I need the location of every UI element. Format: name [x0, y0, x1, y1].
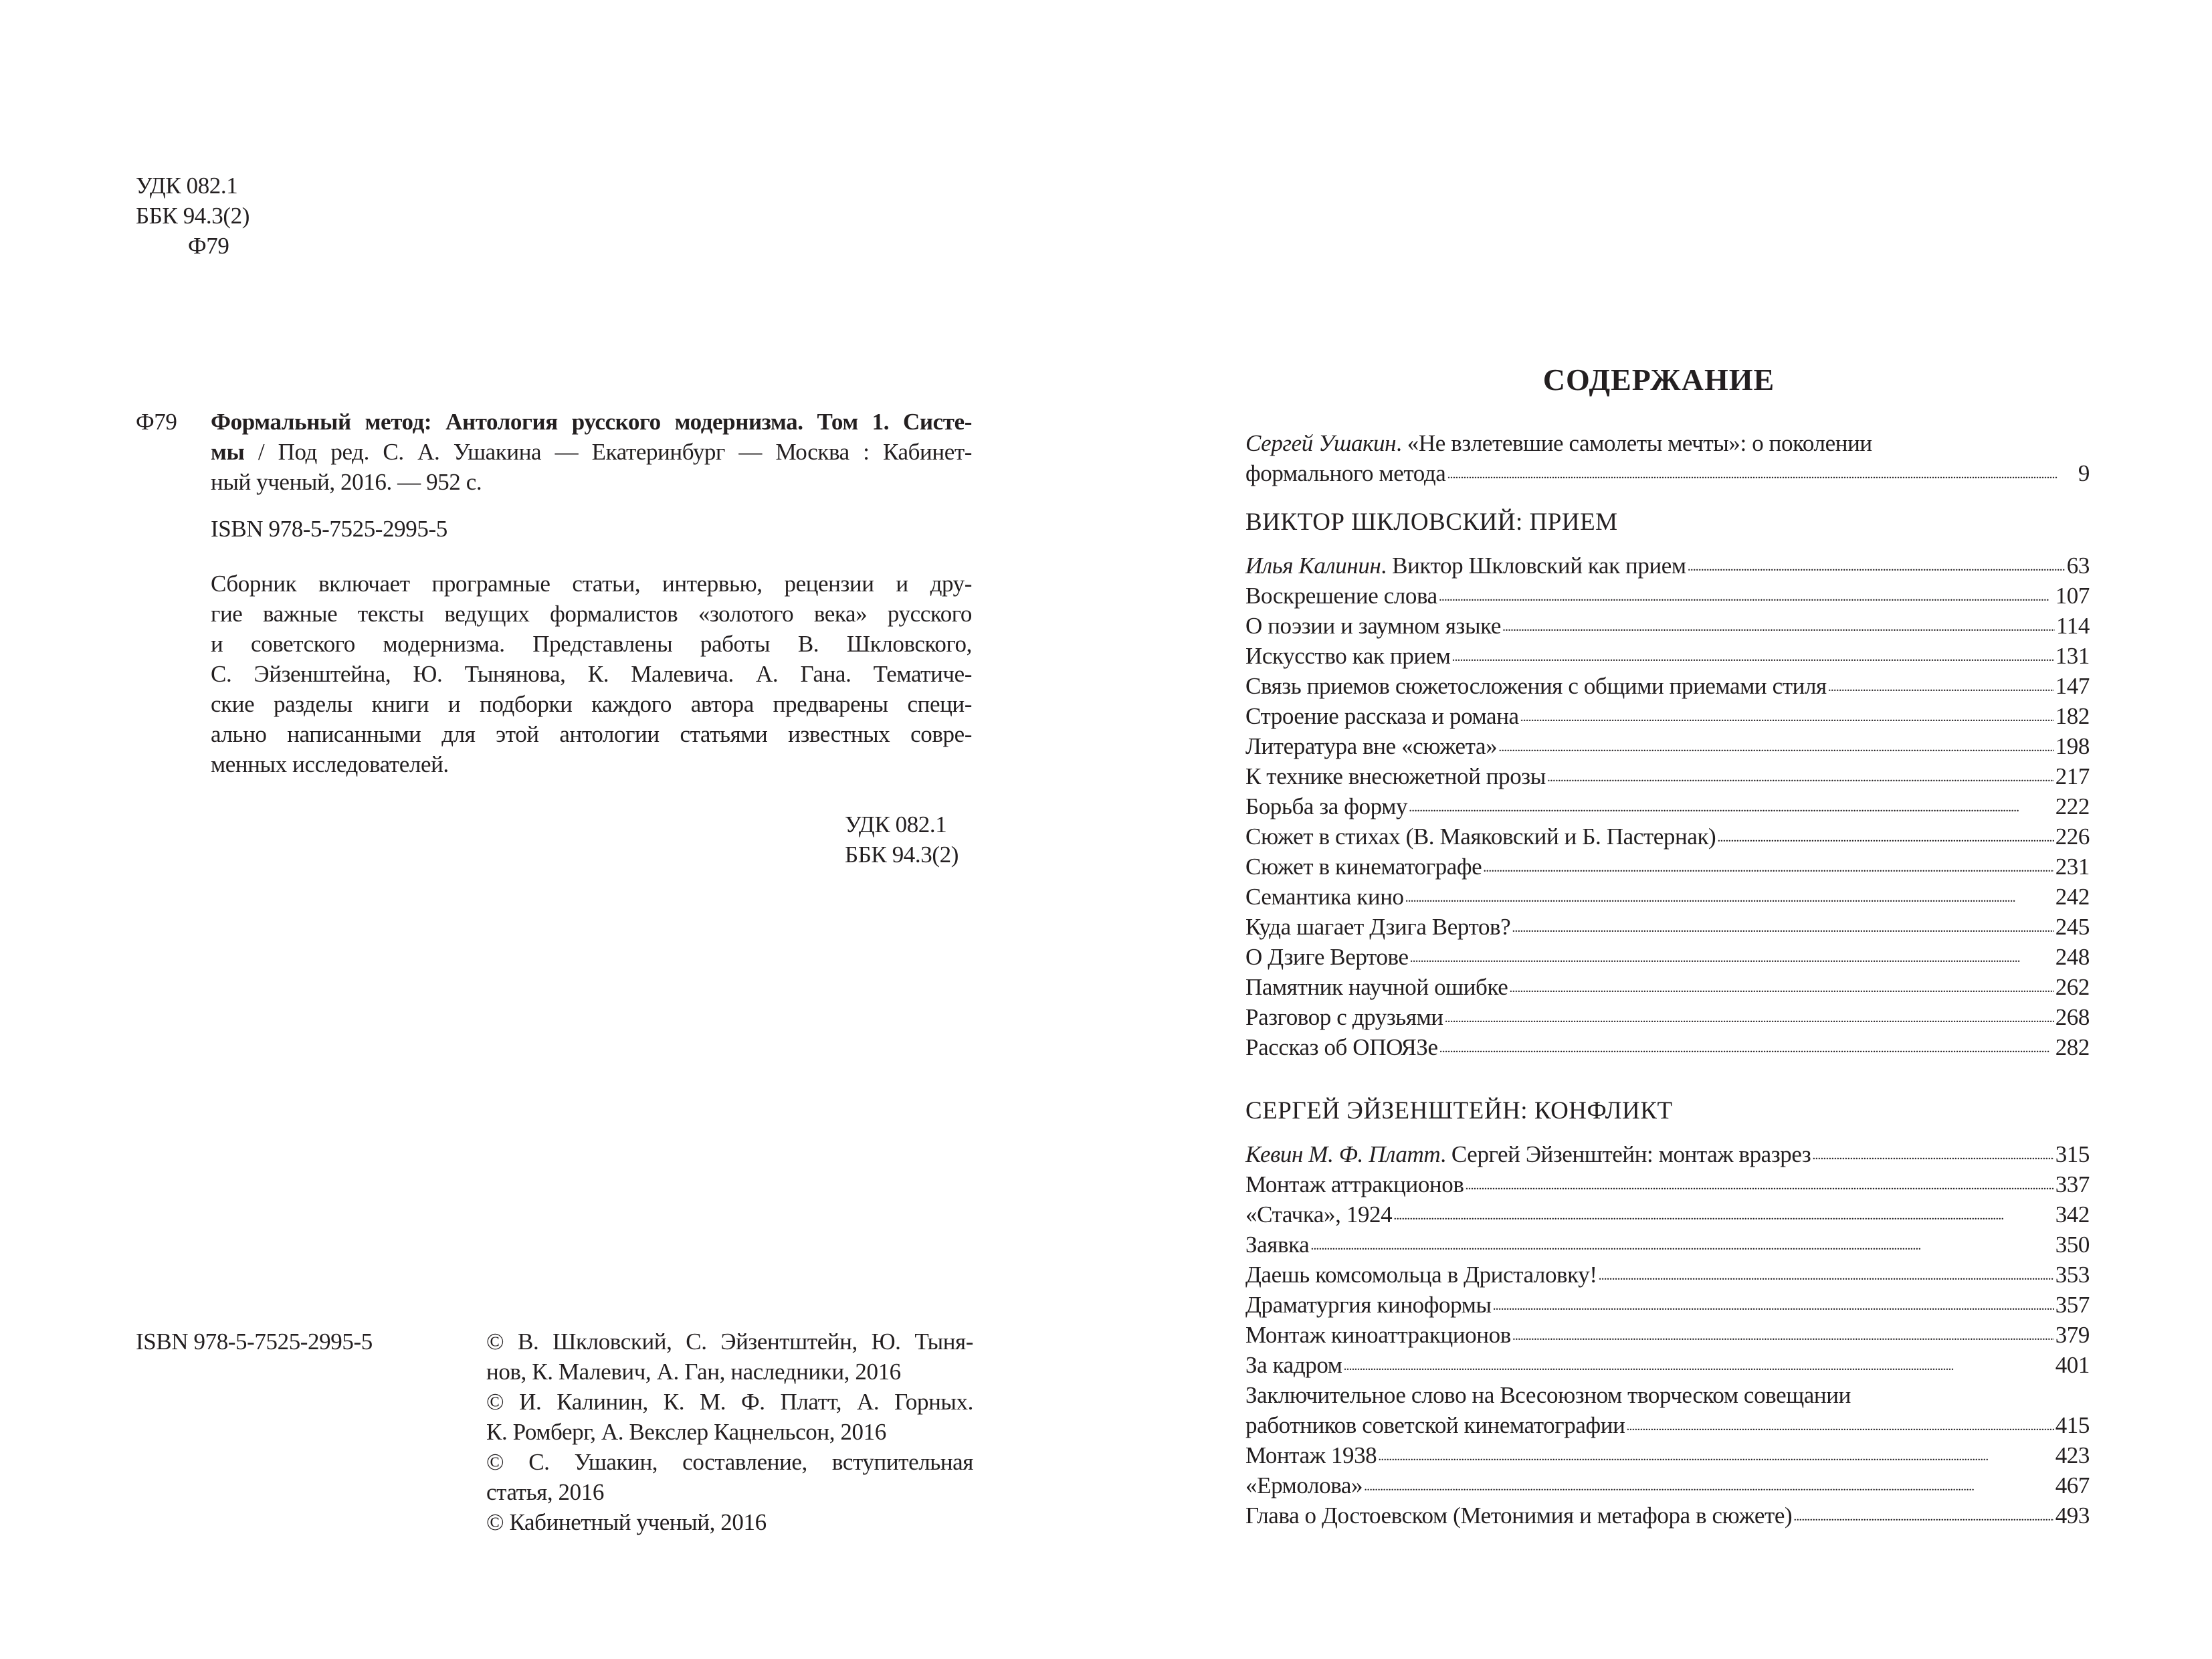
dot-leader: [1445, 1005, 2054, 1025]
bib-text: ный ученый, 2016. — 952 с.: [211, 469, 482, 495]
copyright-line: © С. Ушакин, составление, вступительная: [486, 1449, 973, 1475]
toc-entry[interactable]: [1245, 1169, 2090, 1199]
page-number: 231: [2055, 854, 2090, 880]
page-number: 9: [2078, 460, 2090, 486]
toc-entry-title: Драматургия киноформы: [1245, 1292, 1492, 1318]
bib-text: / Под ред. С. А. Ушакина — Екатеринбург — Москва : Кабинет-: [244, 439, 972, 465]
page-number: 63: [2066, 553, 2090, 579]
dot-leader: [1626, 1413, 2053, 1433]
annotation: [211, 569, 972, 779]
dot-leader: [1502, 613, 2055, 633]
copyright-line: К. Ромберг, А. Векслер Кацнельсон, 2016: [486, 1419, 886, 1445]
page-number: 282: [2055, 1034, 2090, 1060]
page-number: 357: [2055, 1292, 2090, 1318]
copyright-notices: [486, 1327, 973, 1537]
toc-entry[interactable]: [1245, 1002, 2090, 1032]
toc-entry-title: Рассказ об ОПОЯЗе: [1245, 1034, 1438, 1060]
bib-description: [211, 407, 972, 497]
book-title: Формальный метод: Антология русского модернизма. Том 1. Систе-: [211, 409, 972, 435]
toc-entry[interactable]: [1245, 641, 2090, 671]
toc-entry-title: Строение рассказа и романа: [1245, 703, 1519, 729]
dot-leader: [1599, 1262, 2054, 1282]
dot-leader: [1410, 945, 2054, 965]
toc-entry-intro-line2[interactable]: [1245, 458, 2090, 488]
dot-leader: [1688, 553, 2066, 573]
toc-entry[interactable]: [1245, 1440, 2090, 1470]
dot-leader: [1547, 764, 2054, 784]
page-number: 245: [2055, 914, 2090, 940]
dot-leader: [1793, 1503, 2053, 1523]
dot-leader: [1509, 975, 2053, 995]
dot-leader: [1520, 704, 2054, 724]
toc-entry-title: формального метода: [1245, 460, 1446, 486]
toc-entry[interactable]: [1245, 1260, 2090, 1290]
copyright-line: статья, 2016: [486, 1479, 604, 1505]
toc-entry[interactable]: [1245, 972, 2090, 1002]
toc-entry-title: Монтаж аттракционов: [1245, 1171, 1464, 1197]
toc-entry-title: Борьба за форму: [1245, 793, 1408, 819]
copyright-line: нов, К. Малевич, А. Ган, наследники, 2016: [486, 1359, 901, 1385]
dot-leader: [1512, 1323, 2054, 1343]
toc-entry[interactable]: [1245, 942, 2090, 972]
annotation-line: ские разделы книги и подборки каждого автора предварены специ-: [211, 691, 972, 717]
toc-entry-intro-line1[interactable]: [1245, 428, 2090, 458]
dot-leader: [1452, 644, 2054, 664]
toc-entry-essay[interactable]: [1245, 551, 2090, 581]
toc-entry[interactable]: [1245, 791, 2090, 821]
toc-entry-title: «Стачка», 1924: [1245, 1201, 1393, 1228]
toc-entry-essay[interactable]: [1245, 1139, 2090, 1169]
toc-entry[interactable]: [1245, 1032, 2090, 1062]
toc-entry[interactable]: [1245, 611, 2090, 641]
essay-author: Сергей Ушакин: [1245, 430, 1397, 456]
toc-entry-title: Литература вне «сюжета»: [1245, 733, 1498, 759]
toc-entry[interactable]: [1245, 1290, 2090, 1320]
toc-entry-title: Памятник научной ошибке: [1245, 974, 1508, 1000]
page-number: 114: [2055, 613, 2090, 639]
right-page-contents: [1106, 0, 2212, 1659]
dot-leader: [1812, 1142, 2053, 1162]
dot-leader: [1447, 461, 2076, 481]
udk-code: УДК 082.1: [136, 173, 238, 199]
page-number: 222: [2055, 793, 2090, 819]
toc-entry[interactable]: [1245, 761, 2090, 791]
essay-title: . «Не взлетевшие самолеты мечты»: о поколении: [1396, 430, 1872, 456]
toc-entry-title: Куда шагает Дзига Вертов?: [1245, 914, 1511, 940]
toc-entry-title: Искусство как прием: [1245, 643, 1451, 669]
page-number: 337: [2055, 1171, 2090, 1197]
page-number: 315: [2055, 1141, 2090, 1167]
bibliographic-record: [136, 407, 972, 497]
dot-leader: [1439, 1035, 2054, 1055]
toc-entry[interactable]: [1245, 731, 2090, 761]
dot-leader: [1409, 794, 2054, 814]
page-number: 401: [2055, 1352, 2090, 1378]
page-number: 423: [2055, 1442, 2090, 1468]
bib-line: [211, 467, 972, 497]
page-number: 350: [2055, 1232, 2090, 1258]
annotation-line: гие важные тексты ведущих формалистов «золотого века» русского: [211, 601, 972, 627]
dot-leader: [1364, 1473, 2054, 1493]
page-number: 131: [2055, 643, 2090, 669]
dot-leader: [1439, 583, 2054, 603]
toc-entry-multiline-line2[interactable]: [1245, 1410, 2090, 1440]
toc-entry-multiline-line1[interactable]: [1245, 1380, 2090, 1410]
isbn-bottom: ISBN 978-5-7525-2995-5: [136, 1329, 373, 1355]
toc-entry-title: Глава о Достоевском (Метонимия и метафора в сюжете): [1245, 1502, 1793, 1529]
dot-leader: [1378, 1443, 2053, 1463]
page-number: 268: [2055, 1004, 2090, 1030]
isbn-top: ISBN 978-5-7525-2995-5: [211, 516, 447, 542]
page-number: 198: [2055, 733, 2090, 759]
annotation-line: менных исследователей.: [211, 751, 449, 777]
page-number: 217: [2055, 763, 2090, 789]
page-number: 248: [2055, 944, 2090, 970]
page-number: 493: [2055, 1502, 2090, 1529]
toc-entry[interactable]: [1245, 852, 2090, 882]
toc-entry-title: Семантика кино: [1245, 884, 1404, 910]
toc-entry-title: Монтаж киноаттракционов: [1245, 1322, 1511, 1348]
dot-leader: [1498, 734, 2053, 754]
table-of-contents: [1245, 428, 2090, 1531]
book-title-cont: мы: [211, 439, 245, 465]
page-number: 147: [2055, 673, 2090, 699]
toc-entry-title: Связь приемов сюжетосложения с общими приемами стиля: [1245, 673, 1827, 699]
page-number: 353: [2055, 1262, 2090, 1288]
dot-leader: [1512, 914, 2053, 935]
dot-leader: [1465, 1172, 2053, 1192]
page-number: 262: [2055, 974, 2090, 1000]
toc-entry-title: [1245, 551, 1686, 581]
copyright-line: © И. Калинин, К. М. Ф. Платт, А. Горных.: [486, 1389, 973, 1415]
dot-leader: [1310, 1232, 2053, 1252]
toc-entry-title: О Дзиге Вертове: [1245, 944, 1409, 970]
toc-entry-title: Заявка: [1245, 1232, 1310, 1258]
toc-entry-title: К технике внесюжетной прозы: [1245, 763, 1546, 789]
dot-leader: [1493, 1292, 2054, 1312]
annotation-line: ально написанными для этой антологии статьями известных совре-: [211, 721, 972, 747]
annotation-line: Сборник включает програмные статьи, интервью, рецензии и дру-: [211, 571, 972, 597]
page-number: 467: [2055, 1472, 2090, 1498]
author-mark: Ф79: [188, 233, 229, 259]
classification-codes-bottom: [845, 809, 959, 870]
page-number: 242: [2055, 884, 2090, 910]
toc-entry-title: [1245, 1139, 1811, 1169]
toc-entry[interactable]: [1245, 701, 2090, 731]
udk-code: УДК 082.1: [845, 811, 947, 838]
toc-entry[interactable]: [1245, 581, 2090, 611]
toc-entry[interactable]: [1245, 1230, 2090, 1260]
classification-codes-top: [136, 171, 249, 261]
essay-author: Кевин М. Ф. Платт: [1245, 1141, 1441, 1167]
toc-entry-title: «Ермолова»: [1245, 1472, 1363, 1498]
toc-entry[interactable]: [1245, 1470, 2090, 1500]
toc-entry[interactable]: [1245, 1320, 2090, 1350]
toc-entry-title: Разговор с друзьями: [1245, 1004, 1443, 1030]
toc-entry-title: Сюжет в стихах (В. Маяковский и Б. Пастернак): [1245, 823, 1716, 850]
dot-leader: [1405, 884, 2054, 904]
toc-entry[interactable]: [1245, 1500, 2090, 1531]
copyright-line: © Кабинетный ученый, 2016: [486, 1509, 767, 1535]
copyright-line: © В. Шкловский, С. Эйзентштейн, Ю. Тыня-: [486, 1329, 973, 1355]
essay-title: . Сергей Эйзенштейн: монтаж вразрез: [1440, 1141, 1811, 1167]
essay-author: Илья Калинин: [1245, 553, 1381, 579]
toc-entry-title: О поэзии и заумном языке: [1245, 613, 1501, 639]
toc-entry-title: Монтаж 1938: [1245, 1442, 1377, 1468]
toc-entry-title: работников советской кинематографии: [1245, 1412, 1625, 1438]
toc-entry[interactable]: [1245, 671, 2090, 701]
dot-leader: [1344, 1353, 2054, 1373]
bib-line: [211, 437, 972, 467]
toc-entry[interactable]: [1245, 1350, 2090, 1380]
toc-entry[interactable]: [1245, 821, 2090, 852]
toc-entry[interactable]: [1245, 1199, 2090, 1230]
dot-leader: [1828, 674, 2054, 694]
toc-entry[interactable]: [1245, 912, 2090, 942]
toc-entry-title: Даешь комсомольца в Дристаловку!: [1245, 1262, 1597, 1288]
toc-entry[interactable]: [1245, 882, 2090, 912]
toc-entry-title: За кадром: [1245, 1352, 1342, 1378]
toc-entry-title: Воскрешение слова: [1245, 583, 1437, 609]
page-number: 226: [2055, 823, 2090, 850]
page-number: 342: [2055, 1201, 2090, 1228]
dot-leader: [1393, 1202, 2053, 1222]
dot-leader: [1483, 854, 2053, 874]
contents-title: СОДЕРЖАНИЕ: [1542, 363, 1775, 397]
essay-title: . Виктор Шкловский как прием: [1381, 553, 1686, 579]
page-number: 182: [2055, 703, 2090, 729]
section-heading-shklovsky[interactable]: ВИКТОР ШКЛОВСКИЙ: ПРИЕМ: [1245, 508, 1618, 536]
annotation-line: С. Эйзенштейна, Ю. Тынянова, К. Малевича. А. Гана. Тематиче-: [211, 661, 972, 687]
toc-entry-title: Заключительное слово на Всесоюзном творческом совещании: [1245, 1382, 1851, 1408]
section-heading-eisenstein[interactable]: СЕРГЕЙ ЭЙЗЕНШТЕЙН: КОНФЛИКТ: [1245, 1097, 1673, 1125]
annotation-line: и советского модернизма. Представлены работы В. Шкловского,: [211, 631, 972, 657]
page-number: 107: [2055, 583, 2090, 609]
toc-entry-title: [1245, 428, 2090, 458]
bib-line: [211, 407, 972, 437]
page-number: 379: [2055, 1322, 2090, 1348]
page-number: 415: [2055, 1412, 2090, 1438]
bib-author-mark: Ф79: [136, 409, 177, 435]
dot-leader: [1717, 824, 2053, 844]
bbk-code: ББК 94.3(2): [845, 842, 959, 868]
toc-entry-title: Сюжет в кинематографе: [1245, 854, 1482, 880]
bbk-code: ББК 94.3(2): [136, 203, 249, 229]
